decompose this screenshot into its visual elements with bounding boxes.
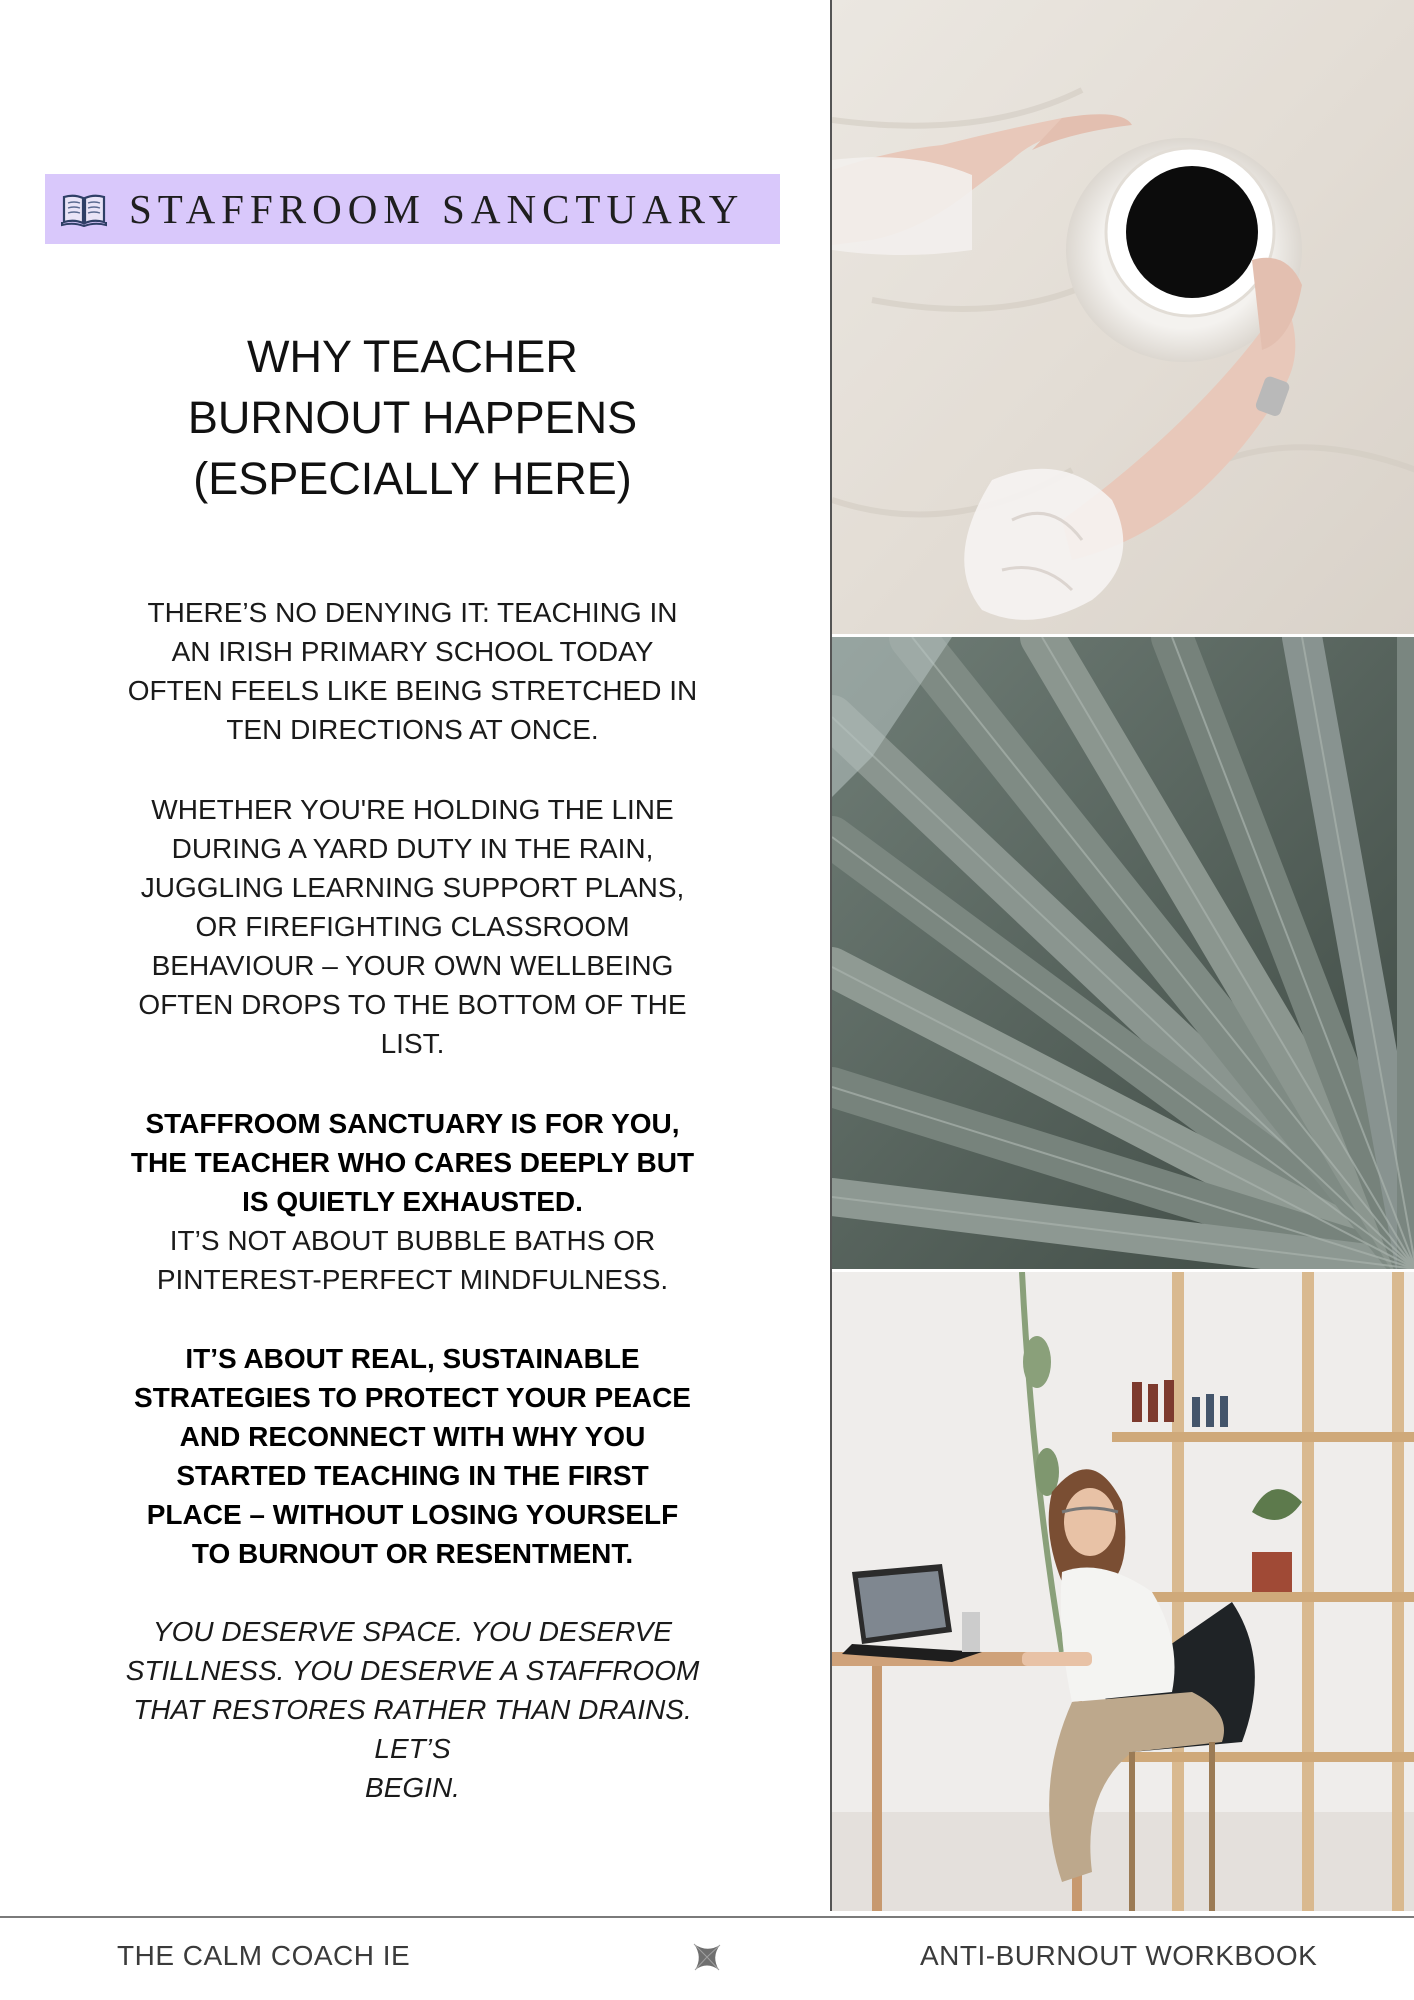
page-title [70,326,755,509]
palm-leaf-closeup-photo [832,637,1414,1269]
text-line: OR FIREFIGHTING CLASSROOM [195,911,630,942]
audience-paragraph [95,1104,730,1299]
closing-paragraph [95,1612,730,1807]
italic-text-line: BEGIN. [365,1772,460,1803]
text-line: OFTEN DROPS TO THE BOTTOM OF THE [138,989,687,1020]
text-line: BEHAVIOUR – YOUR OWN WELLBEING [151,950,674,981]
footer-brand: THE CALM COACH IE [117,1940,411,1971]
text-line: TEN DIRECTIONS AT ONCE. [226,714,599,745]
context-paragraph [95,790,730,1063]
title-line: BURNOUT HAPPENS [187,392,638,443]
footer-workbook-title: ANTI-BURNOUT WORKBOOK [920,1940,1318,1971]
brand-banner [45,174,780,244]
text-line: WHETHER YOU'RE HOLDING THE LINE [151,794,674,825]
bold-text-line: STAFFROOM SANCTUARY IS FOR YOU, [145,1108,680,1139]
text-line: PINTEREST-PERFECT MINDFULNESS. [156,1264,669,1295]
text-line: JUGGLING LEARNING SUPPORT PLANS, [140,872,685,903]
text-line: IT’S NOT ABOUT BUBBLE BATHS OR [169,1225,656,1256]
bold-text-line: STRATEGIES TO PROTECT YOUR PEACE [134,1382,691,1413]
italic-text-line: YOU DESERVE SPACE. YOU DESERVE [152,1616,673,1647]
intro-paragraph [95,593,730,749]
open-book-icon [61,191,107,227]
text-line: DURING A YARD DUTY IN THE RAIN, [171,833,654,864]
italic-text-line: THAT RESTORES RATHER THAN DRAINS. LET’S [133,1694,692,1764]
title-line: (ESPECIALLY HERE) [193,453,632,504]
title-line: WHY TEACHER [247,331,578,382]
woman-at-desk-with-laptop-photo [832,1272,1414,1911]
sparkle-icon [690,1940,724,1974]
italic-text-line: STILLNESS. YOU DESERVE A STAFFROOM [125,1655,700,1686]
hands-holding-coffee-cup-photo [832,0,1414,634]
bold-text-line: THE TEACHER WHO CARES DEEPLY BUT [130,1147,695,1178]
purpose-paragraph [95,1339,730,1573]
bold-text-line: IT’S ABOUT REAL, SUSTAINABLE [185,1343,640,1374]
text-line: AN IRISH PRIMARY SCHOOL TODAY [171,636,654,667]
bold-text-line: PLACE – WITHOUT LOSING YOURSELF [146,1499,679,1530]
bold-text-line: STARTED TEACHING IN THE FIRST [176,1460,649,1491]
photo-column [830,0,1414,1911]
bold-text-line: TO BURNOUT OR RESENTMENT. [191,1538,634,1569]
bold-text-line: AND RECONNECT WITH WHY YOU [179,1421,646,1452]
footer-divider [0,1916,1414,1918]
text-line: LIST. [380,1028,445,1059]
brand-name: STAFFROOM SANCTUARY [129,186,745,232]
text-line: THERE’S NO DENYING IT: TEACHING IN [147,597,678,628]
bold-text-line: IS QUIETLY EXHAUSTED. [242,1186,583,1217]
text-line: OFTEN FEELS LIKE BEING STRETCHED IN [127,675,698,706]
